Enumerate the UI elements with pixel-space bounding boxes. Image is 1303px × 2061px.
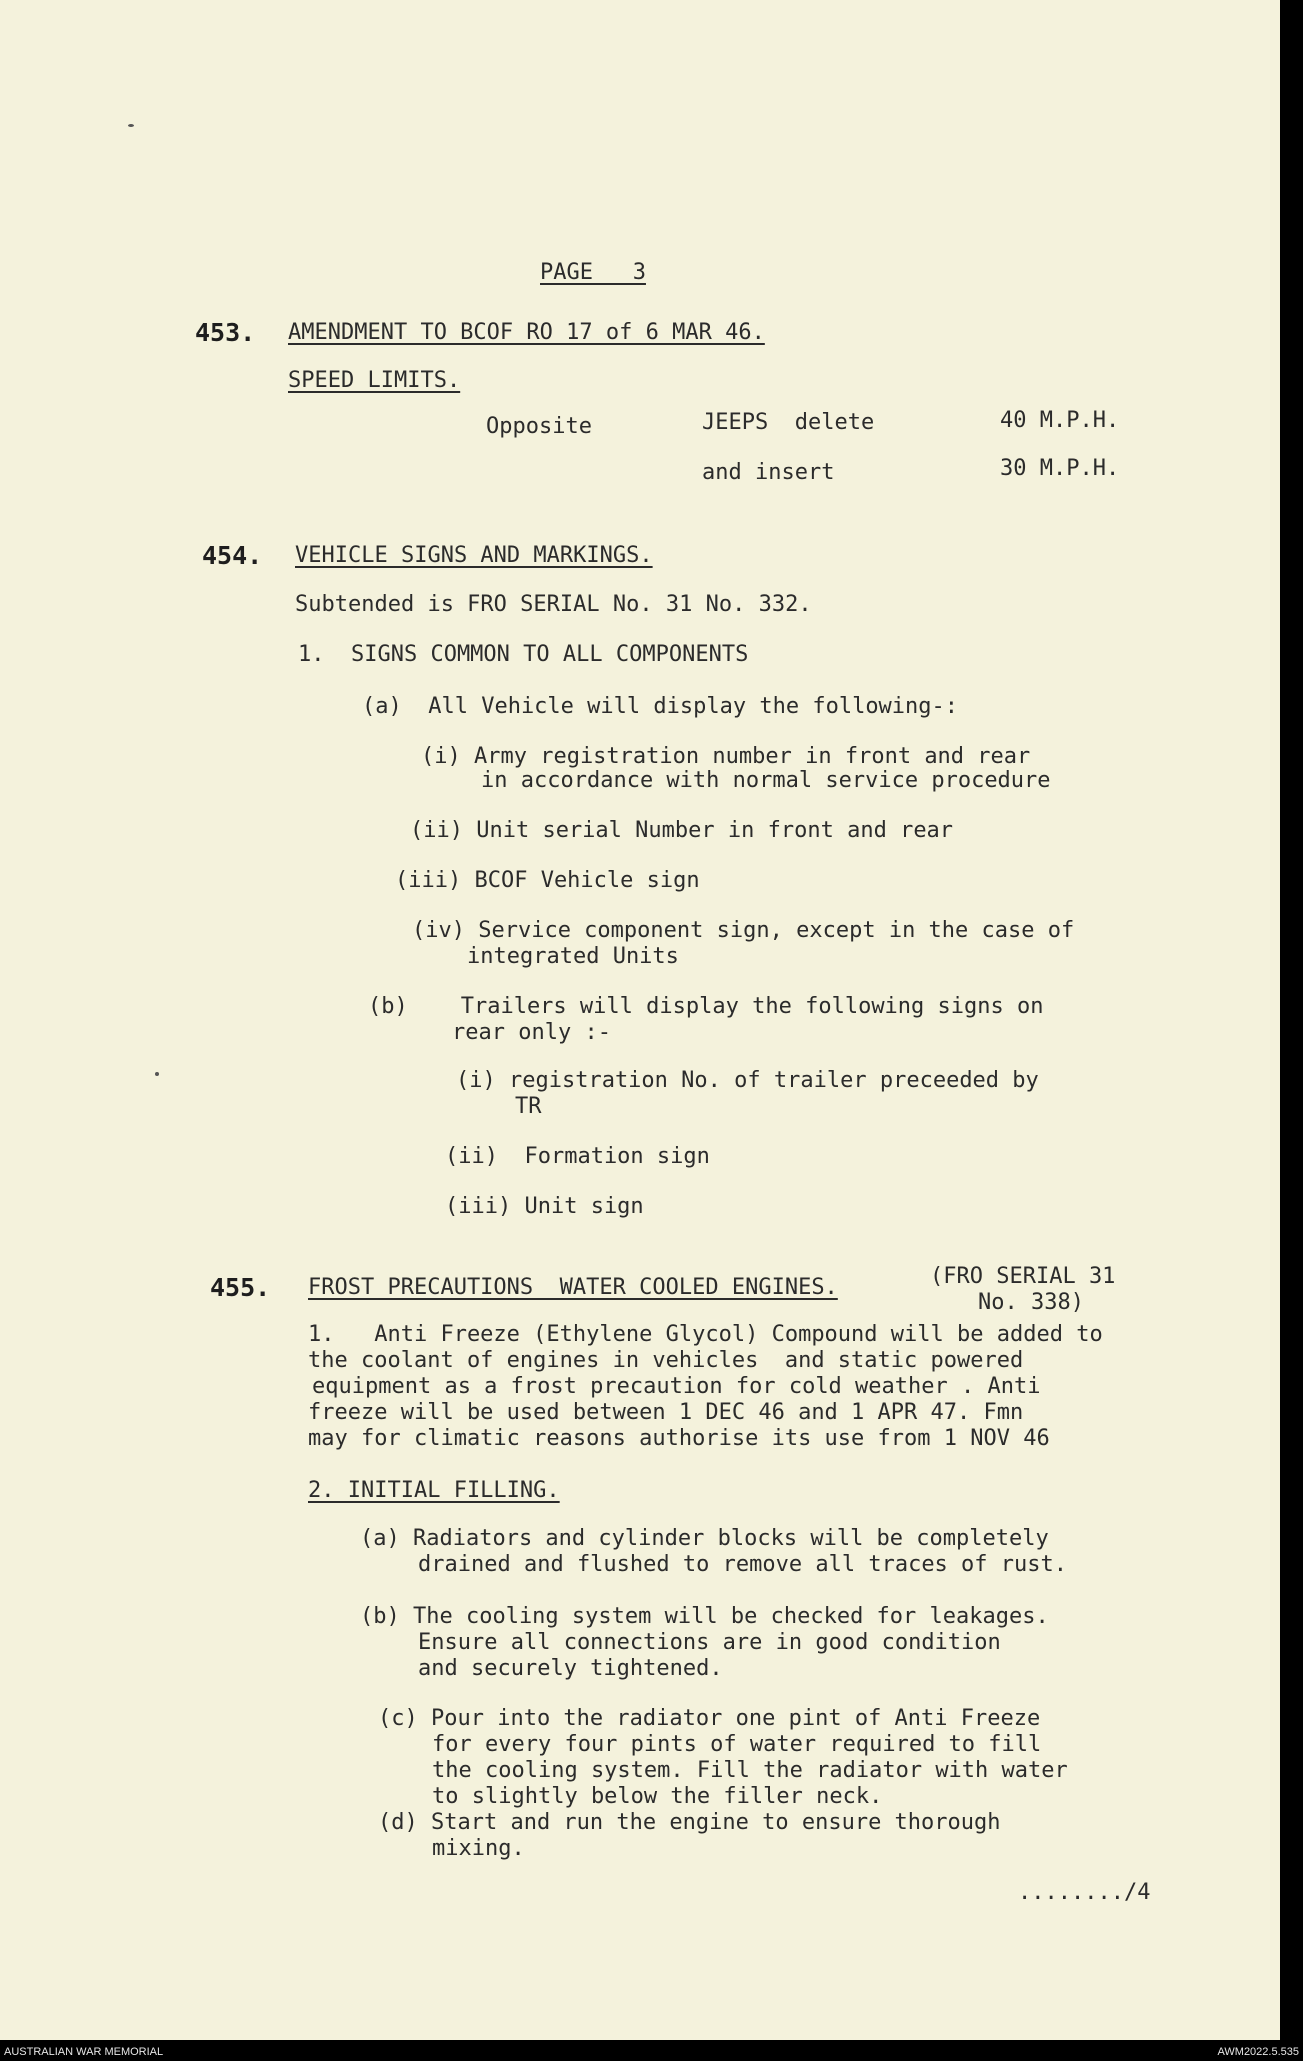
speed-row-2-value: 30 M.P.H. xyxy=(1000,456,1120,481)
section-title-455: FROST PRECAUTIONS WATER COOLED ENGINES. xyxy=(308,1275,838,1300)
footer-accession-id: AWM2022.5.535 xyxy=(1217,2046,1299,2058)
para-455-1-line1: 1. Anti Freeze (Ethylene Glycol) Compound will be added to xyxy=(308,1322,1103,1347)
item-a-i-line2: in accordance with normal service procedure xyxy=(481,768,1051,793)
footer-archive-name: AUSTRALIAN WAR MEMORIAL xyxy=(4,2046,164,2058)
item-a-i-line1: (i) Army registration number in front and rear xyxy=(421,744,1031,769)
item-a-ii: (ii) Unit serial Number in front and rear xyxy=(410,818,954,843)
speed-row-2-label: and insert xyxy=(702,460,835,485)
section-title-453: AMENDMENT TO BCOF RO 17 of 6 MAR 46. xyxy=(288,320,765,345)
para-1-heading: 1. SIGNS COMMON TO ALL COMPONENTS xyxy=(298,642,749,667)
speed-row-1-label: Opposite xyxy=(486,414,592,439)
speed-row-1-value: 40 M.P.H. xyxy=(1000,408,1120,433)
item-455-d-line2: mixing. xyxy=(432,1836,525,1861)
section-number-454: 454. xyxy=(202,541,263,570)
item-b-iii: (iii) Unit sign xyxy=(445,1194,644,1219)
item-a-iv-line2: integrated Units xyxy=(467,944,679,969)
item-455-c-line3: the cooling system. Fill the radiator with water xyxy=(432,1758,1068,1783)
paper-speck xyxy=(128,124,134,127)
section-ref-455-line2: No. 338) xyxy=(978,1290,1084,1315)
item-455-b-line1: (b) The cooling system will be checked for leakages. xyxy=(360,1604,1049,1629)
para-455-1-line3: equipment as a frost precaution for cold weather . Anti xyxy=(312,1374,1041,1399)
item-b-ii: (ii) Formation sign xyxy=(445,1144,710,1169)
para-455-1-line2: the coolant of engines in vehicles and static powered xyxy=(308,1348,1024,1373)
item-455-d-line1: (d) Start and run the engine to ensure thorough xyxy=(378,1810,1001,1835)
item-455-b-line3: and securely tightened. xyxy=(418,1656,723,1681)
item-b-i-line2: TR xyxy=(515,1094,542,1119)
para-455-2-heading: 2. INITIAL FILLING. xyxy=(308,1478,560,1503)
item-455-a-line1: (a) Radiators and cylinder blocks will be completely xyxy=(360,1526,1049,1551)
para-455-1-line5: may for climatic reasons authorise its use from 1 NOV 46 xyxy=(308,1426,1050,1451)
item-a: (a) All Vehicle will display the following-: xyxy=(362,694,959,719)
item-455-b-line2: Ensure all connections are in good condition xyxy=(418,1630,1001,1655)
paper-speck xyxy=(155,1072,159,1076)
section-number-453: 453. xyxy=(195,318,256,347)
section-subtitle-453: SPEED LIMITS. xyxy=(288,368,461,393)
item-a-iv-line1: (iv) Service component sign, except in the case of xyxy=(412,918,1075,943)
speed-row-1-vehicle: JEEPS delete xyxy=(702,410,875,435)
item-455-a-line2: drained and flushed to remove all traces of rust. xyxy=(418,1552,1068,1577)
continuation-marker: ......../4 xyxy=(1018,1880,1151,1905)
item-b-i-line1: (i) registration No. of trailer preceeded by xyxy=(456,1068,1039,1093)
item-455-c-line4: to slightly below the filler neck. xyxy=(432,1784,883,1809)
item-b-line1: (b) Trailers will display the following signs on xyxy=(368,994,1044,1019)
item-455-c-line2: for every four pints of water required to fill xyxy=(432,1732,1042,1757)
section-intro-454: Subtended is FRO SERIAL No. 31 No. 332. xyxy=(295,592,812,617)
page-header: PAGE 3 xyxy=(540,260,646,285)
para-455-1-line4: freeze will be used between 1 DEC 46 and 1 APR 47. Fmn xyxy=(308,1400,1024,1425)
section-title-454: VEHICLE SIGNS AND MARKINGS. xyxy=(295,543,653,568)
section-number-455: 455. xyxy=(210,1273,271,1302)
item-455-c-line1: (c) Pour into the radiator one pint of Anti Freeze xyxy=(378,1706,1041,1731)
item-a-iii: (iii) BCOF Vehicle sign xyxy=(395,868,700,893)
section-ref-455-line1: (FRO SERIAL 31 xyxy=(930,1264,1116,1289)
item-b-line2: rear only :- xyxy=(452,1020,611,1045)
